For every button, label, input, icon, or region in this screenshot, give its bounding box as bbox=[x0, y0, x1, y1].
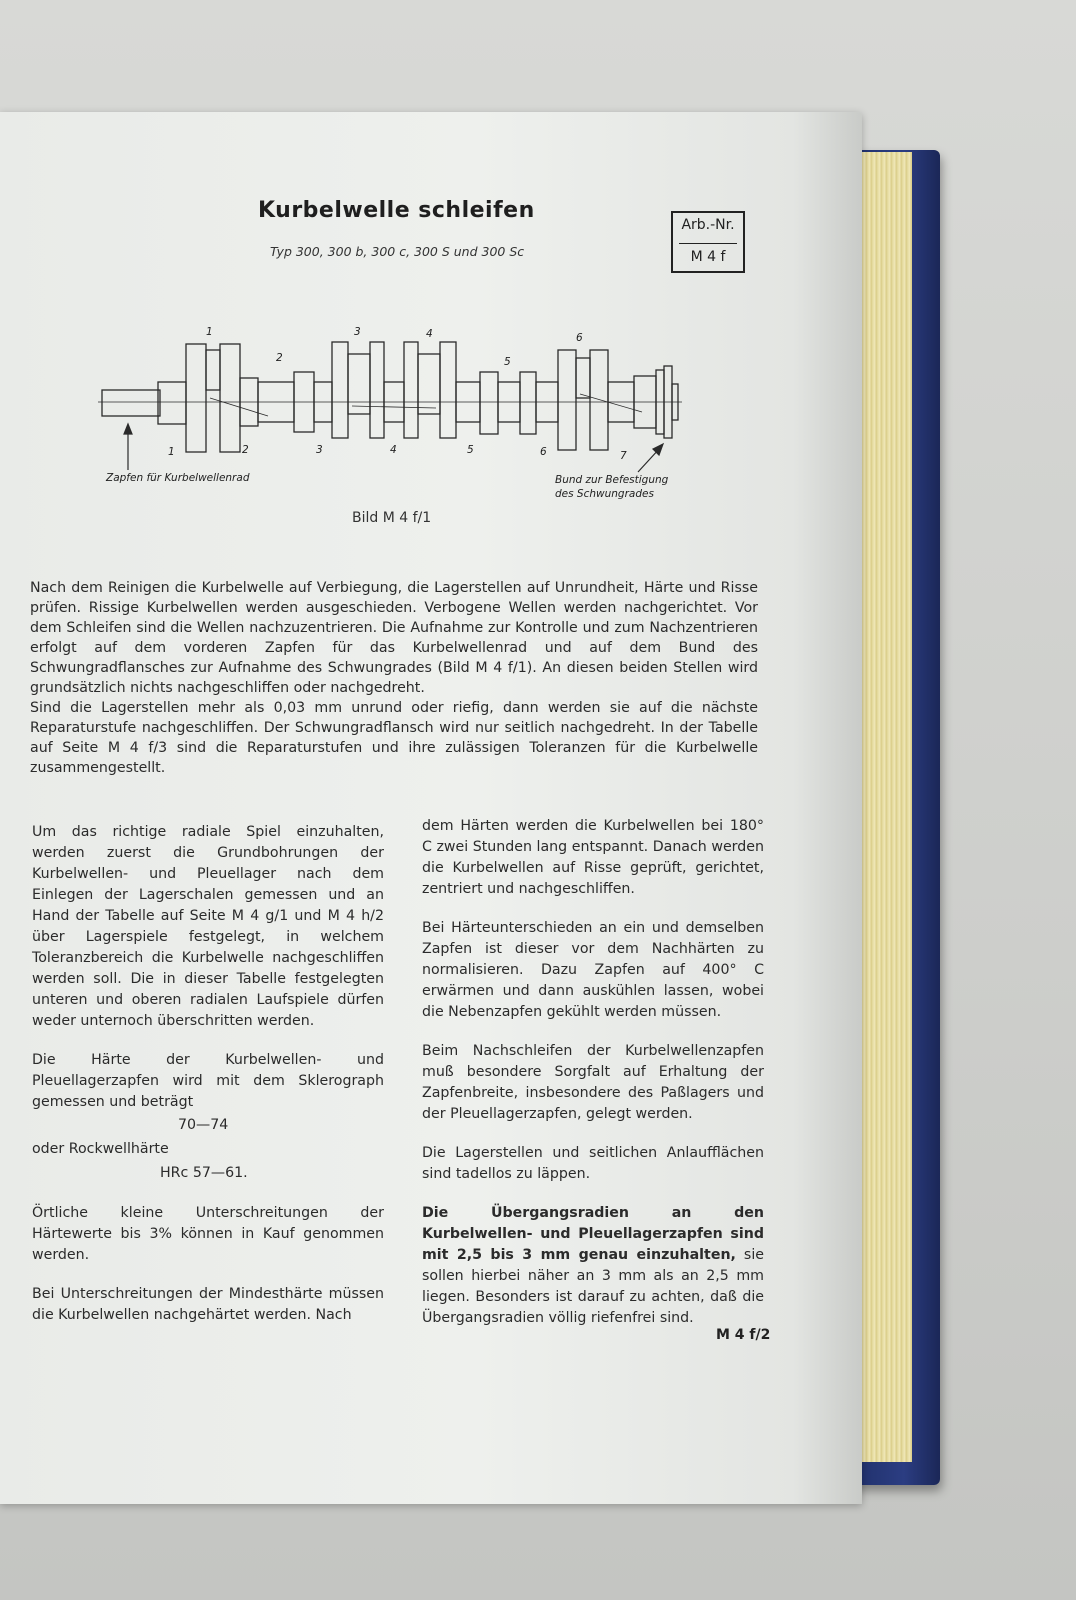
intro-paragraph bbox=[30, 578, 758, 778]
bottom-number-3: 3 bbox=[316, 444, 323, 456]
bottom-number-5: 5 bbox=[467, 444, 474, 456]
work-number-value: M 4 f bbox=[690, 249, 726, 265]
figure-caption: Bild M 4 f/1 bbox=[352, 510, 432, 526]
right-paragraph-3: Beim Nachschleifen der Kurbelwellenzapfen muß besondere Sorgfalt auf Erhaltung der Zapfenbreite, insbesondere des Paßlagers und der Pleuellagerzapfen, gelegt werden. bbox=[422, 1043, 764, 1122]
hardness-value-2: HRc 57—61. bbox=[160, 1165, 248, 1181]
bottom-number-1: 1 bbox=[168, 446, 175, 458]
right-paragraph-5 bbox=[422, 1203, 764, 1329]
page-number: M 4 f/2 bbox=[716, 1327, 771, 1343]
top-number-6: 6 bbox=[576, 332, 583, 344]
hardness-value-1: 70—74 bbox=[178, 1117, 229, 1133]
label-front-journal: Zapfen für Kurbelwellenrad bbox=[106, 472, 250, 484]
left-paragraph-2: Die Härte der Kurbelwellen- und Pleuellagerzapfen wird mit dem Sklerograph gemessen und beträgt bbox=[32, 1052, 384, 1110]
page-subtitle: Typ 300, 300 b, 300 c, 300 S und 300 Sc bbox=[270, 244, 525, 259]
right-paragraph-1: dem Härten werden die Kurbelwellen bei 180° C zwei Stunden lang entspannt. Danach werden die Kurbelwellen auf Risse geprüft, gerichtet, zentriert und nachgeschliffen. bbox=[422, 818, 764, 897]
right-paragraph-4: Die Lagerstellen und seitlichen Anlaufflächen sind tadellos zu läppen. bbox=[422, 1145, 764, 1182]
left-paragraph-1: Um das richtige radiale Spiel einzuhalten, werden zuerst die Grundbohrungen der Kurbelwellen- und Pleuellager nach dem Einlegen der Lagerschalen gemessen und an Hand der Tabelle auf Seite M 4 g/1 und M 4 h/2 über Lagerspiele festgelegt, in welchem Toleranzbereich die Kurbelwelle nachgeschliffen werden soll. Die in dieser Tabelle festgelegten unteren und oberen radialen Laufspiele dürfen weder unternoch überschritten werden. bbox=[32, 824, 384, 1029]
top-number-4: 4 bbox=[426, 328, 433, 340]
bottom-number-6: 6 bbox=[540, 446, 547, 458]
transition-radius-emphasis: Die Übergangsradien an den Kurbelwellen- und Pleuellagerzapfen sind mit 2,5 bis 3 mm genau einzuhalten, bbox=[422, 1205, 764, 1263]
page-title: Kurbelwelle schleifen bbox=[258, 198, 535, 223]
work-number-label: Arb.-Nr. bbox=[681, 217, 735, 233]
top-number-3: 3 bbox=[354, 326, 361, 338]
rockwell-label: oder Rockwellhärte bbox=[32, 1141, 169, 1157]
label-flange-line2: des Schwungrades bbox=[555, 488, 654, 500]
left-paragraph-3: Örtliche kleine Unterschreitungen der Härtewerte bis 3% können in Kauf genommen werden. bbox=[32, 1205, 384, 1263]
work-number-divider bbox=[679, 243, 737, 244]
work-number-box bbox=[671, 211, 745, 273]
top-number-2: 2 bbox=[276, 352, 283, 364]
right-column bbox=[422, 816, 764, 1329]
intro-text-1: Nach dem Reinigen die Kurbelwelle auf Verbiegung, die Lagerstellen auf Unrundheit, Härte und Risse prüfen. Rissige Kurbelwellen werden ausgeschieden. Verbogene Wellen werden nachgerichtet. Vor dem Schleifen sind die Wellen nachzuzentrieren. Die Aufnahme zur Kontrolle und zum Nachzentrieren erfolgt auf dem vorderen Zapfen für das Kurbelwellenrad und auf dem Bund des Schwungradflansches zur Aufnahme des Schwungrades (Bild M 4 f/1). An diesen beiden Stellen wird grundsätzlich nichts nachgeschliffen oder nachgedreht. bbox=[30, 580, 758, 696]
bottom-number-2: 2 bbox=[242, 444, 249, 456]
right-paragraph-2: Bei Härteunterschieden an ein und demselben Zapfen ist dieser vor dem Nachhärten zu normalisieren. Dazu Zapfen auf 400° C erwärmen und dann auskühlen lassen, wobei die Nebenzapfen gekühlt werden müssen. bbox=[422, 920, 764, 1020]
crankshaft-figure bbox=[92, 320, 692, 510]
top-number-5: 5 bbox=[504, 356, 511, 368]
intro-text-2: Sind die Lagerstellen mehr als 0,03 mm unrund oder riefig, dann werden sie auf die nächste Reparaturstufe nachgeschliffen. Der Schwungradflansch wird nur seitlich nachgedreht. In der Tabelle auf Seite M 4 f/3 sind die Reparaturstufen und ihre zulässigen Toleranzen für die Kurbelwelle zusammengestellt. bbox=[30, 700, 758, 776]
top-number-1: 1 bbox=[206, 326, 213, 338]
left-column bbox=[32, 822, 384, 1326]
bottom-number-7: 7 bbox=[620, 450, 627, 462]
left-paragraph-4: Bei Unterschreitungen der Mindesthärte müssen die Kurbelwellen nachgehärtet werden. Nach bbox=[32, 1286, 384, 1323]
label-flange-line1: Bund zur Befestigung bbox=[555, 474, 669, 486]
transition-radius-text: sie sollen hierbei näher an 3 mm als an 2,5 mm liegen. Besonders ist darauf zu achten, daß die Übergangsradien völlig riefenfrei sind. bbox=[422, 1247, 764, 1326]
bottom-number-4: 4 bbox=[390, 444, 397, 456]
